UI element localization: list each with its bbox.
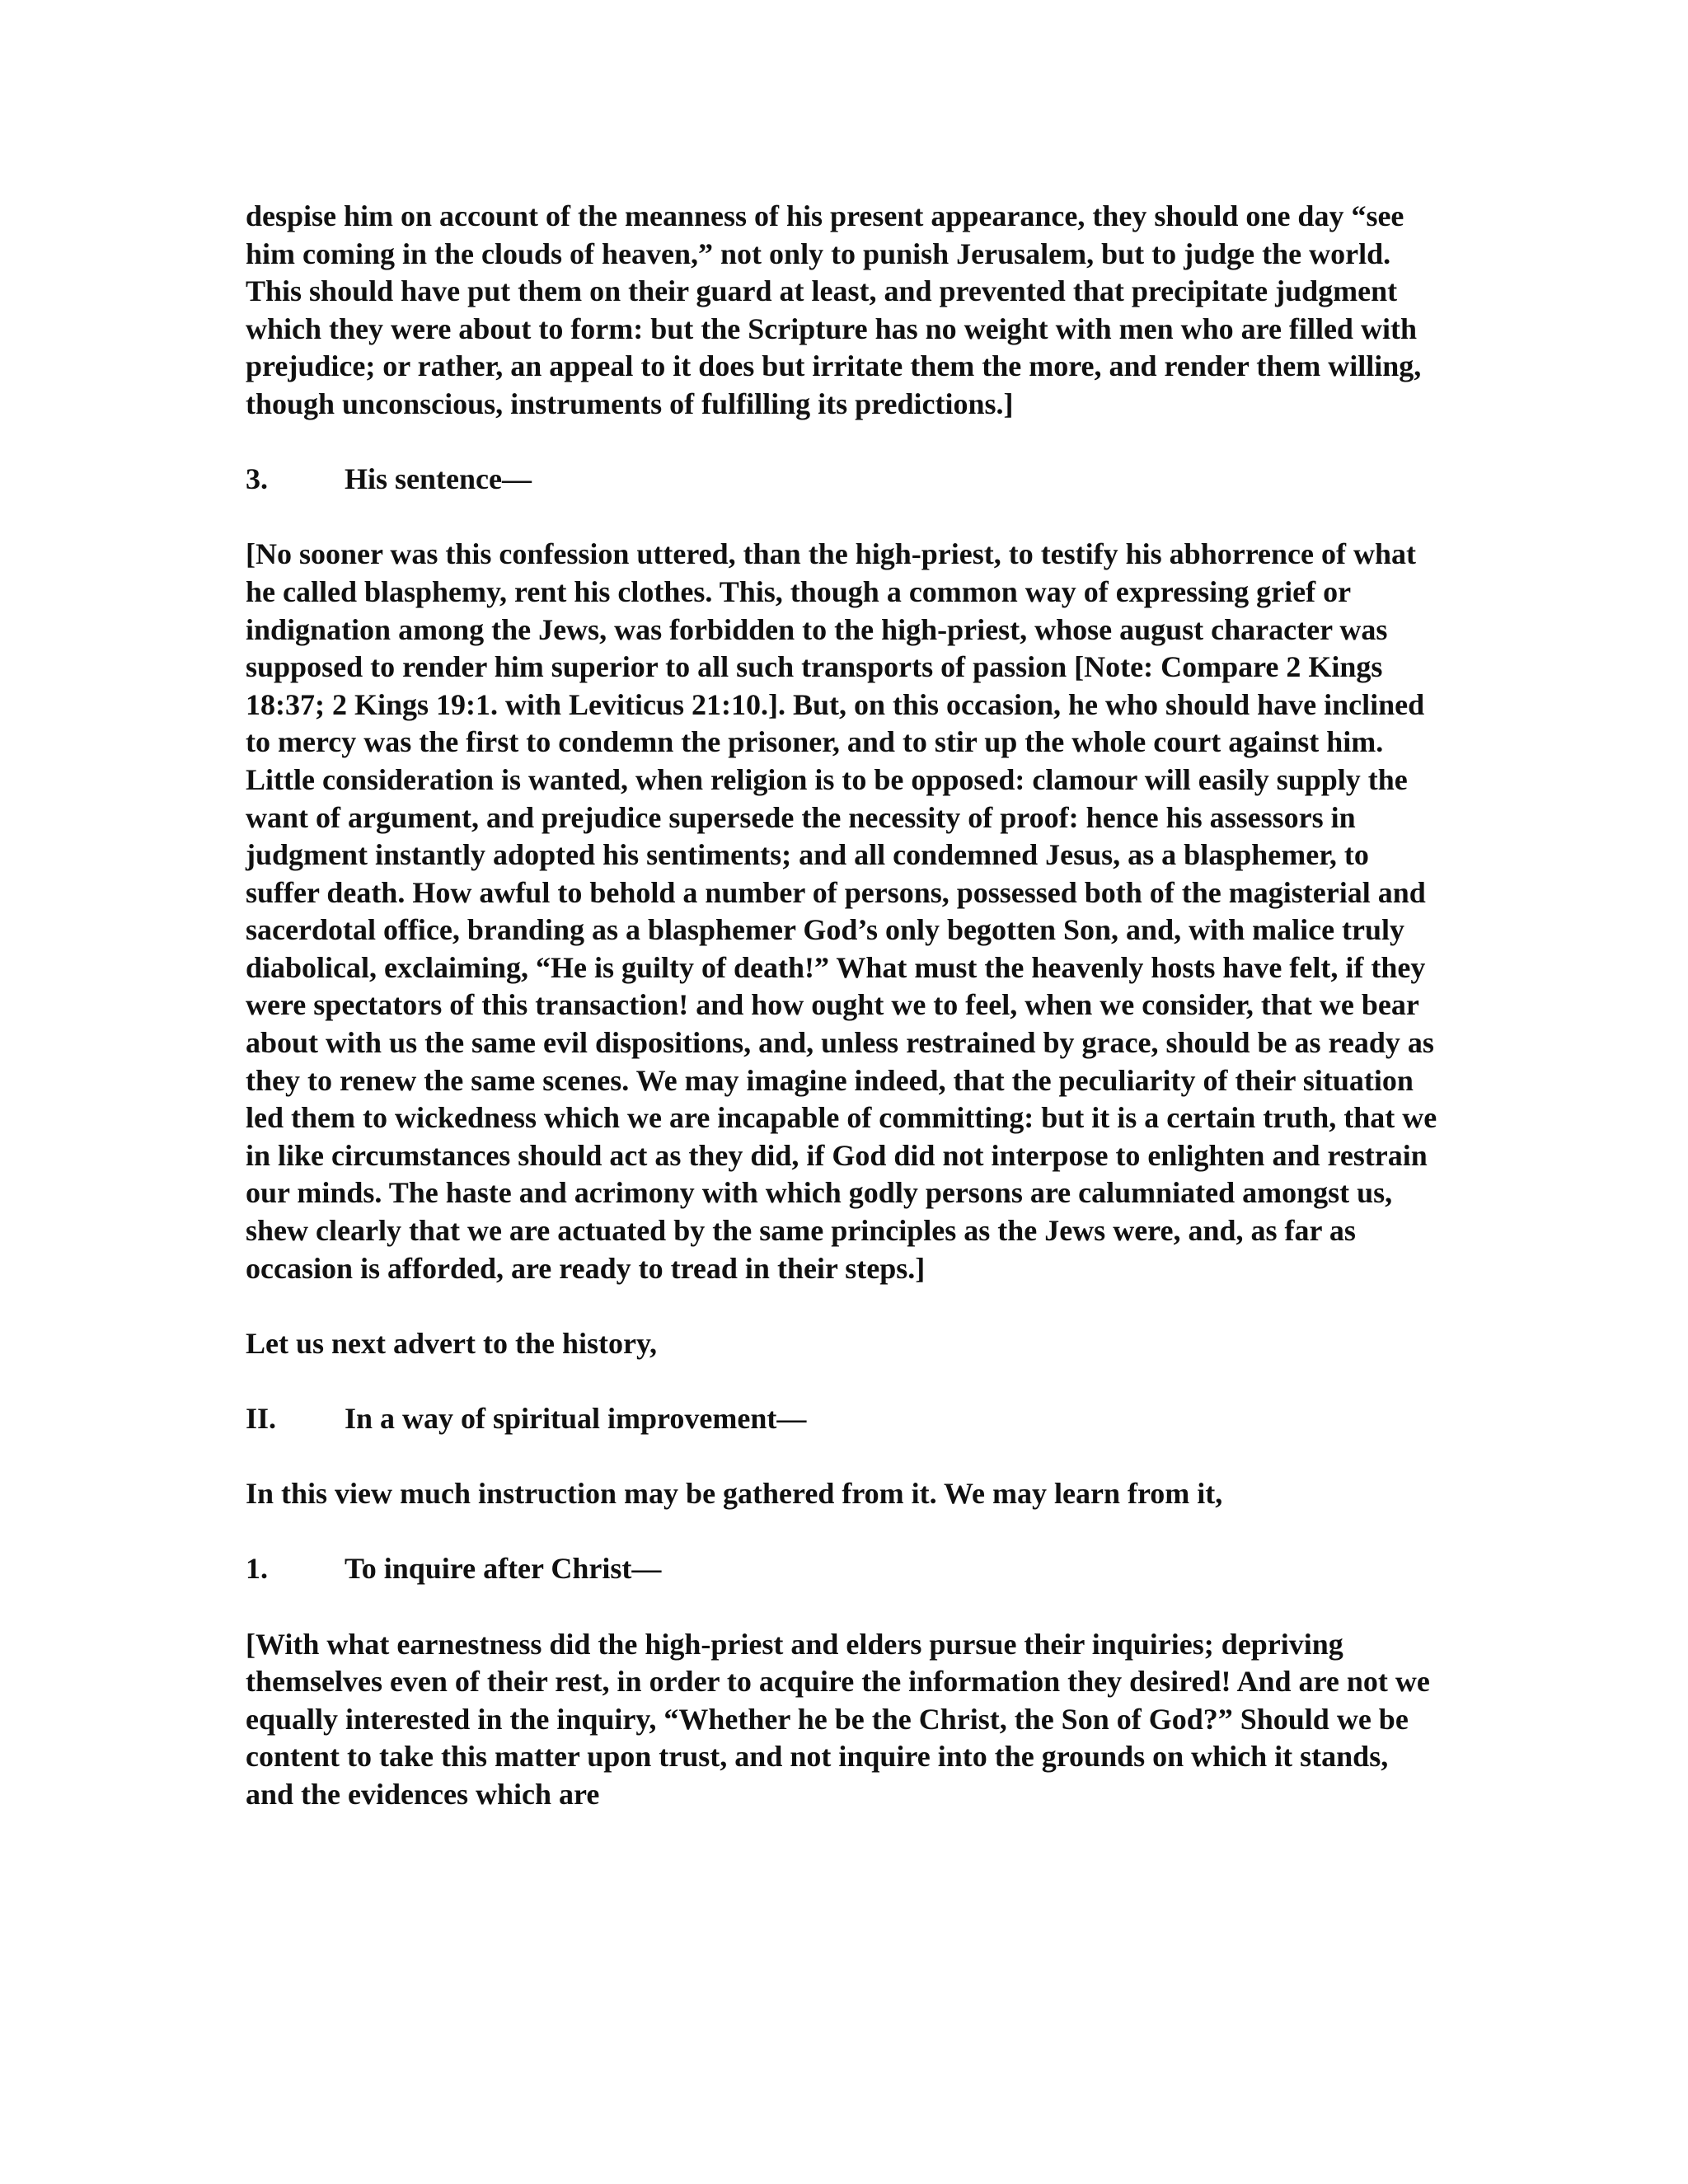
paragraph-high-priest-sentence: [No sooner was this confession uttered, than the high-priest, to testify his abhorrence of what he called blasphemy, rent his clothes. This, though a common way of expressing grief or indignation among the Jews, was forbidden to the high-priest, whose august character was supposed to render him superior to all such transports of passion [Note: Compare 2 Kings 18:37; 2 Kings 19:1. with Leviticus 21:10.]. But, on this occasion, he who should have inclined to mercy was the first to condemn the prisoner, and to stir up the whole court against him. Little consideration is wanted, when religion is to be opposed: clamour will easily supply the want of argument, and prejudice supersede the necessity of proof: hence his assessors in judgment instantly adopted his sentiments; and all condemned Jesus, as a blasphemer, to suffer death. How awful to behold a number of persons, possessed both of the magisterial and sacerdotal office, branding as a blasphemer God’s only begotten Son, and, with malice truly diabolical, exclaiming, “He is guilty of death!” What must the heavenly hosts have felt, if they were spectators of this transaction! and how ought we to feel, when we consider, that we bear about with us the same evil dispositions, and, unless restrained by grace, should be as ready as they to renew the same scenes. We may imagine indeed, that the peculiarity of their situation led them to wickedness which we are incapable of committing: but it is a certain truth, that we in like circumstances should act as they did, if God did not interpose to enlighten and restrain our minds. The haste and acrimony with which godly persons are calumniated amongst us, shew clearly that we are actuated by the same principles as the Jews were, and, as far as occasion is afforded, are ready to tread in their steps.] <box>246 537 1437 1285</box>
heading-number: 1. <box>246 1552 268 1586</box>
heading-text: To inquire after Christ— <box>345 1552 662 1586</box>
paragraph-daniel-prophecy: despise him on account of the meanness of his present appearance, they should one day “see him coming in the clouds of heaven,” not only to punish Jerusalem, but to judge the world. This should have put them on their guard at least, and prevented that precipitate judgment which they were about to form: but the Scripture has no weight with men who are filled with prejudice; or rather, an appeal to it does but irritate them the more, and render them willing, though unconscious, instruments of fulfilling its predictions.] <box>246 199 1422 420</box>
section-heading-spiritual-improvement <box>246 1400 1441 1438</box>
paragraph-spacer <box>246 1438 1441 1476</box>
section-heading-inquire-after-christ <box>246 1550 1441 1588</box>
heading-number: II. <box>246 1402 277 1435</box>
paragraph-advert-history: Let us next advert to the history, <box>246 1326 657 1360</box>
heading-number: 3. <box>246 462 268 496</box>
paragraph-spacer <box>246 1513 1441 1551</box>
paragraph-instruction: In this view much instruction may be gathered from it. We may learn from it, <box>246 1477 1223 1511</box>
paragraph-spacer <box>246 424 1441 462</box>
paragraph-spacer <box>246 1588 1441 1626</box>
paragraph-spacer <box>246 499 1441 537</box>
section-heading-his-sentence <box>246 461 1441 499</box>
document-body <box>246 198 1441 1814</box>
heading-text: His sentence— <box>345 462 532 496</box>
paragraph-earnest-inquiry: [With what earnestness did the high-priest and elders pursue their inquiries; depriving themselves even of their rest, in order to acquire the information they desired! And are not we equally interested in the inquiry, “Whether he be the Christ, the Son of God?” Should we be content to take this matter upon trust, and not inquire into the grounds on which it stands, and the evidences which are <box>246 1627 1430 1811</box>
heading-text: In a way of spiritual improvement— <box>345 1402 807 1435</box>
paragraph-spacer <box>246 1362 1441 1400</box>
paragraph-spacer <box>246 1287 1441 1325</box>
